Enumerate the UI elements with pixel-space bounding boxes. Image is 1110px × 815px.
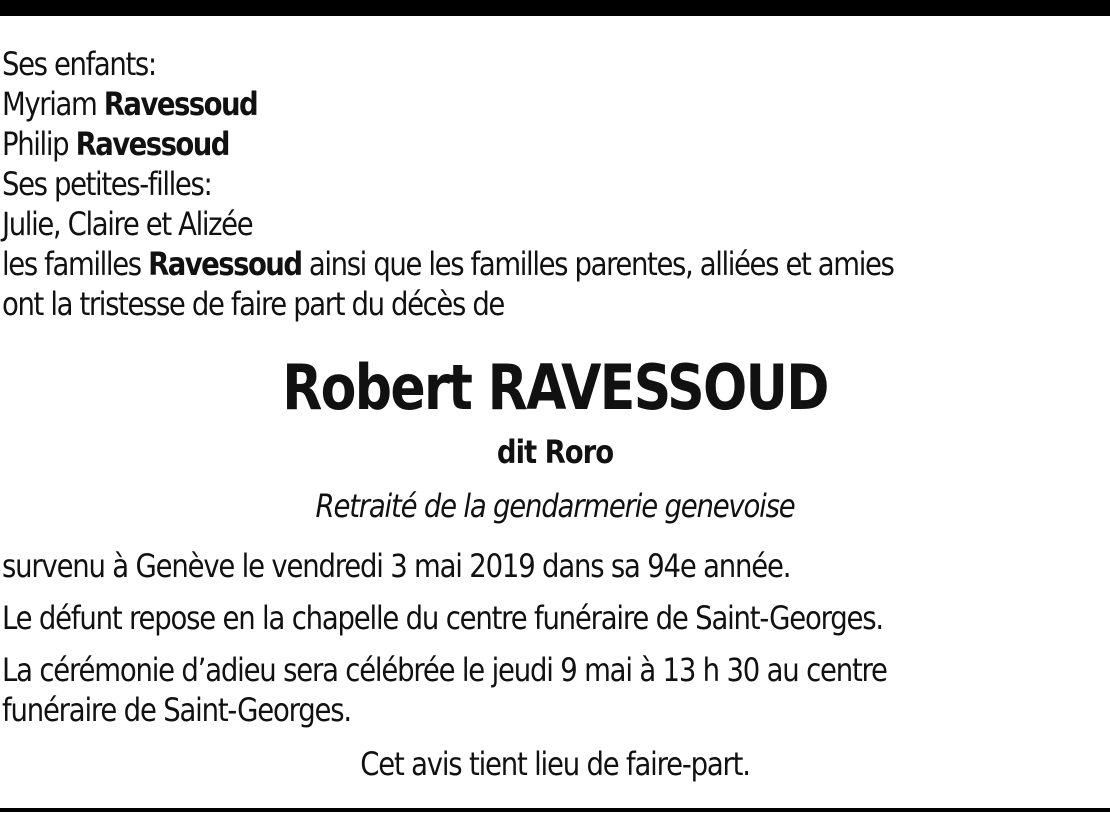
grandchildren-names: Julie, Claire et Alizée (2, 205, 253, 243)
child-first-name: Myriam (2, 85, 97, 123)
families-line (2, 244, 953, 284)
top-border-rule (0, 0, 1110, 16)
families-name: Ravessoud (148, 245, 302, 283)
ceremony-notice-line-2: funéraire de Saint-Georges. (2, 691, 351, 729)
deceased-name: Robert RAVESSOUD (282, 351, 828, 424)
families-suffix: ainsi que les familles parentes, alliées et amies (308, 245, 894, 283)
children-heading: Ses enfants: (2, 45, 156, 83)
child-name-1 (2, 84, 953, 124)
deceased-nickname: dit Roro (496, 433, 614, 471)
child-last-name: Ravessoud (75, 125, 229, 163)
family-list (2, 44, 1108, 324)
ceremony-notice-line-1: La cérémonie d’adieu sera célébrée le jeudi 9 mai à 13 h 30 au centre (2, 651, 887, 689)
child-first-name: Philip (2, 125, 69, 163)
deceased-profession: Retraité de la gendarmerie genevoise (315, 487, 795, 525)
closing-note: Cet avis tient lieu de faire-part. (360, 745, 750, 783)
families-prefix: les familles (2, 245, 141, 283)
child-name-2 (2, 124, 953, 164)
bottom-border-rule (0, 808, 1110, 812)
death-notice: survenu à Genève le vendredi 3 mai 2019 dans sa 94e année. (2, 547, 791, 585)
announcement-line: ont la tristesse de faire part du décès de (2, 285, 504, 323)
grandchildren-heading: Ses petites-filles: (2, 165, 212, 203)
child-last-name: Ravessoud (103, 85, 258, 123)
viewing-notice: Le défunt repose en la chapelle du centre funéraire de Saint-Georges. (2, 599, 883, 637)
